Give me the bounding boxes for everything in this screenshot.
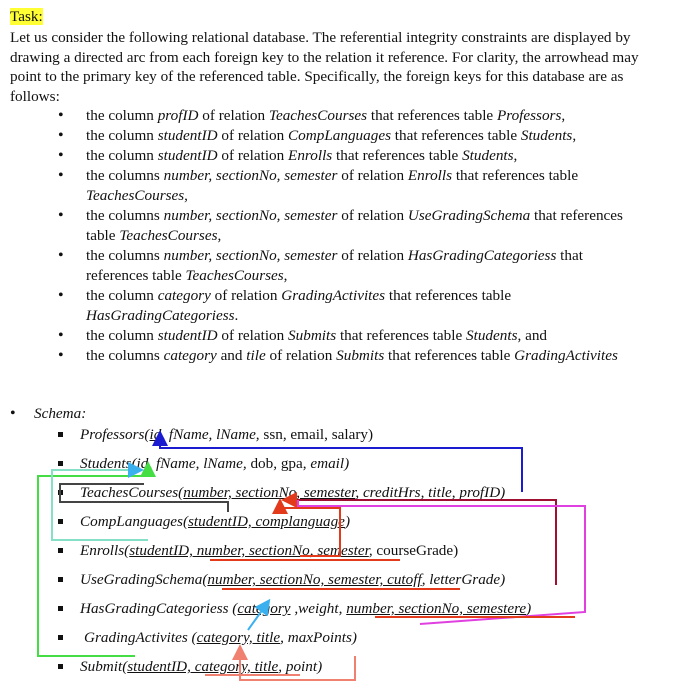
list-item: • the columns number, sectionNo, semester of relation HasGradingCategoriess that references table TeachesCourses, [86, 246, 646, 286]
schema-row-professors: Professors(id, fName, lName, ssn, email, salary) [80, 426, 374, 443]
schema-row-hasgradingcategoriess: HasGradingCategoriess (category ,weight, number, sectionNo, semestere) [80, 600, 532, 617]
schema-row-usegradingschema: UseGradingSchema(number, sectionNo, semester, cutoff, letterGrade) [80, 571, 506, 588]
schema-row-teachescourses: TeachesCourses(number, sectionNo, semester, creditHrs, title, profID) [80, 484, 506, 501]
list-item: • the columns number, sectionNo, semester of relation UseGradingSchema that references table TeachesCourses, [86, 206, 646, 246]
list-item: • the columns category and tile of relation Submits that references table GradingActivites [86, 346, 646, 366]
square-bullet [58, 577, 63, 582]
schema-row-submit: Submit(studentID, category, title, point) [80, 658, 323, 675]
schema-row-enrolls: Enrolls(studentID, number, sectionNo, semester, courseGrade) [80, 542, 459, 559]
square-bullet [58, 635, 63, 640]
list-item: • the column studentID of relation Submits that references table Students, and [86, 326, 646, 346]
list-item: • the column studentID of relation CompLanguages that references table Students, [86, 126, 646, 146]
foreign-key-list [86, 106, 646, 366]
square-bullet [58, 490, 63, 495]
square-bullet [58, 664, 63, 669]
square-bullet [58, 519, 63, 524]
list-item: • the column category of relation GradingActivites that references table HasGradingCategoriess. [86, 286, 646, 326]
square-bullet [58, 461, 63, 466]
task-label: Task: [10, 8, 43, 25]
intro-paragraph: Let us consider the following relational database. The referential integrity constraints are displayed by drawing a directed arc from each foreign key to the relation it reference. For clarity, the arrowhead may point to the primary key of the referenced table. Specifically, the foreign keys for this database are as follows: [10, 29, 639, 106]
square-bullet [58, 432, 63, 437]
square-bullet [58, 606, 63, 611]
schema-row-complanguages: CompLanguages(studentID, complanguage) [80, 513, 350, 530]
list-item: • the column studentID of relation Enrolls that references table Students, [86, 146, 646, 166]
schema-row-gradingactivites: GradingActivites (category, title, maxPoints) [84, 629, 357, 646]
list-item: • the columns number, sectionNo, semester of relation Enrolls that references table TeachesCourses, [86, 166, 646, 206]
schema-row-students: Students(id, fName, lName, dob, gpa, email) [80, 455, 350, 472]
square-bullet [58, 548, 63, 553]
list-item: • the column profID of relation TeachesCourses that references table Professors, [86, 106, 646, 126]
